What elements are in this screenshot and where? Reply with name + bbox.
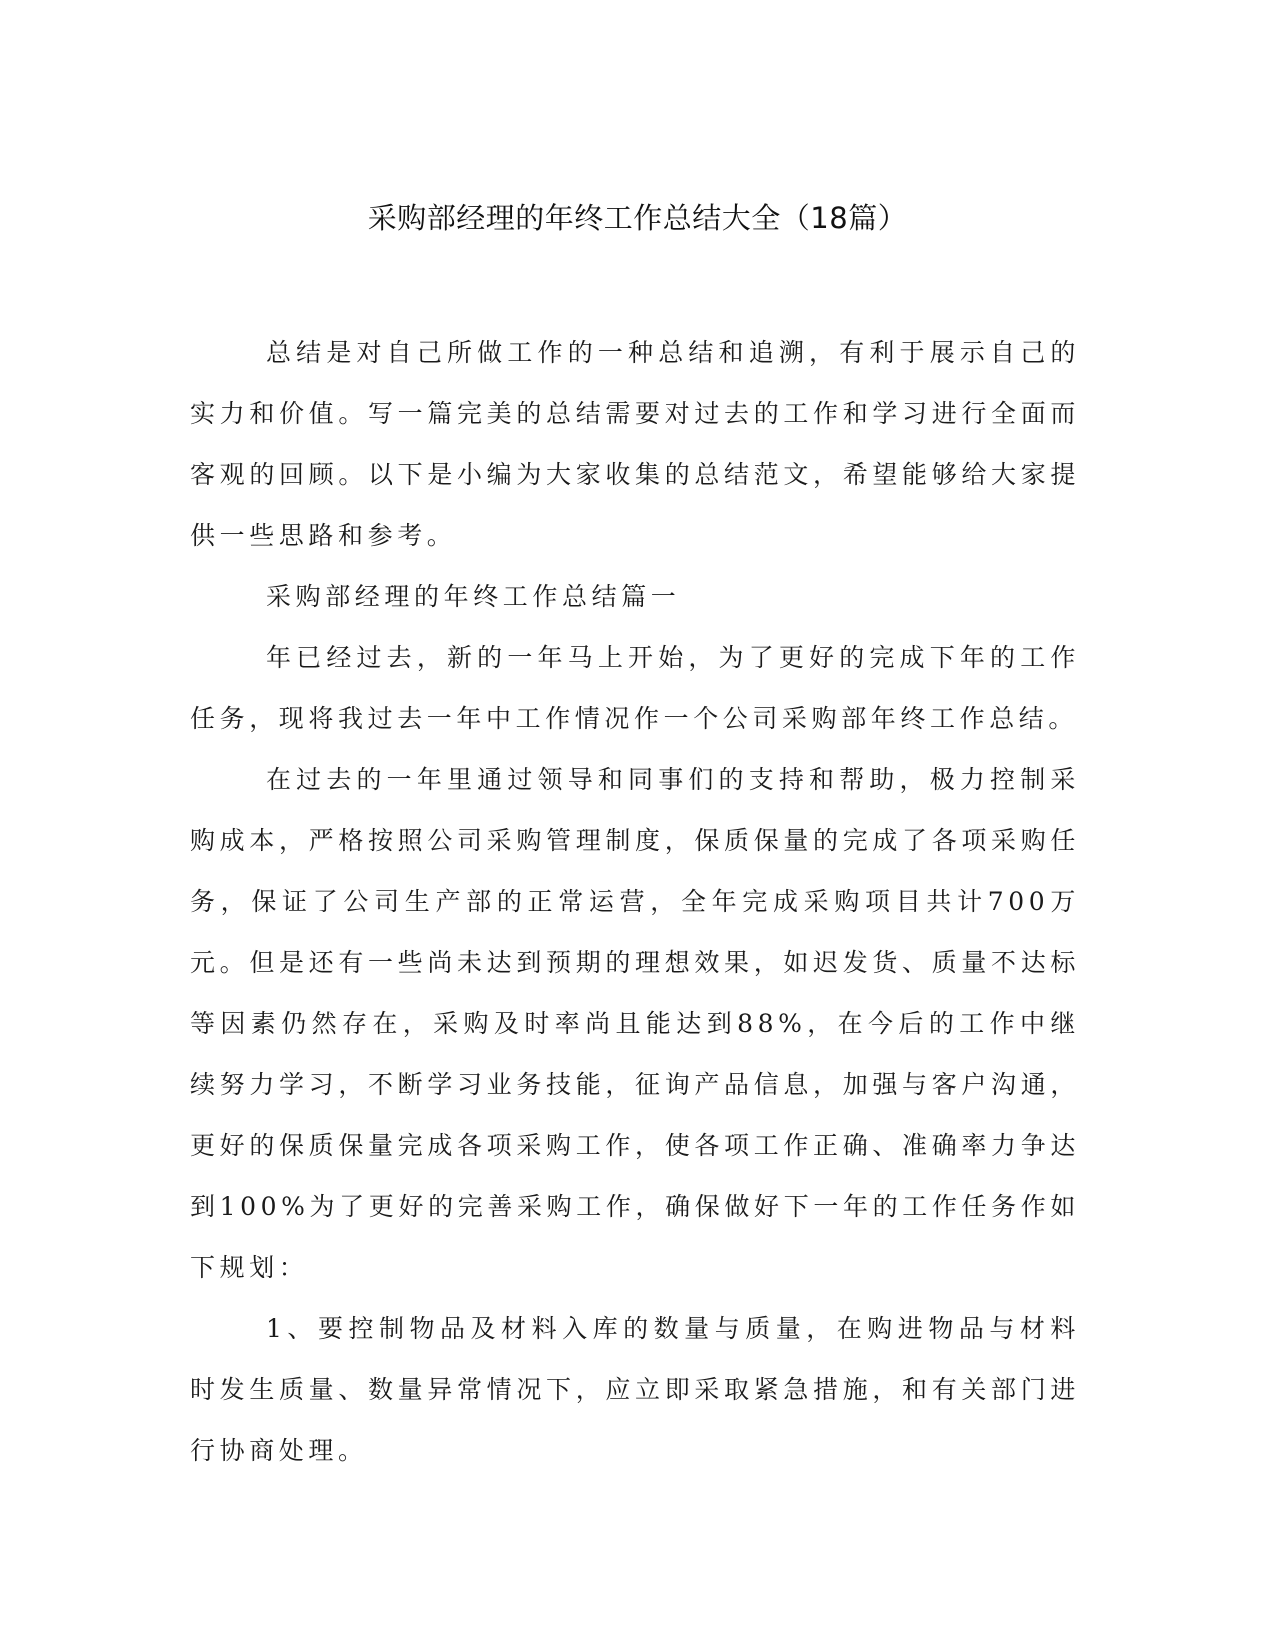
- intro-paragraph: 总结是对自己所做工作的一种总结和追溯，有利于展示自己的实力和价值。写一篇完美的总结需要对过去的工作和学习进行全面而客观的回顾。以下是小编为大家收集的总结范文，希望能够给大家提供一些思路和参考。: [190, 338, 1080, 550]
- document-title: 采购部经理的年终工作总结大全（18篇）: [367, 201, 908, 235]
- body-paragraph: 在过去的一年里通过领导和同事们的支持和帮助，极力控制采购成本，严格按照公司采购管理制度，保质保量的完成了各项采购任务，保证了公司生产部的正常运营，全年完成采购项目共计700万元。但是还有一些尚未达到预期的理想效果，如迟发货、质量不达标等因素仍然存在，采购及时率尚且能达到88%，在今后的工作中继续努力学习，不断学习业务技能，征询产品信息，加强与客户沟通，更好的保质保量完成各项采购工作，使各项工作正确、准确率力争达到100%为了更好的完善采购工作，确保做好下一年的工作任务作如下规划：: [190, 765, 1080, 1282]
- document-body: [190, 322, 1080, 1481]
- section-heading: 采购部经理的年终工作总结篇一: [266, 582, 681, 611]
- body-paragraph: 年已经过去，新的一年马上开始，为了更好的完成下年的工作任务，现将我过去一年中工作情况作一个公司采购部年终工作总结。: [190, 643, 1080, 733]
- list-item-paragraph: 1、要控制物品及材料入库的数量与质量，在购进物品与材料时发生质量、数量异常情况下，应立即采取紧急措施，和有关部门进行协商处理。: [190, 1314, 1080, 1465]
